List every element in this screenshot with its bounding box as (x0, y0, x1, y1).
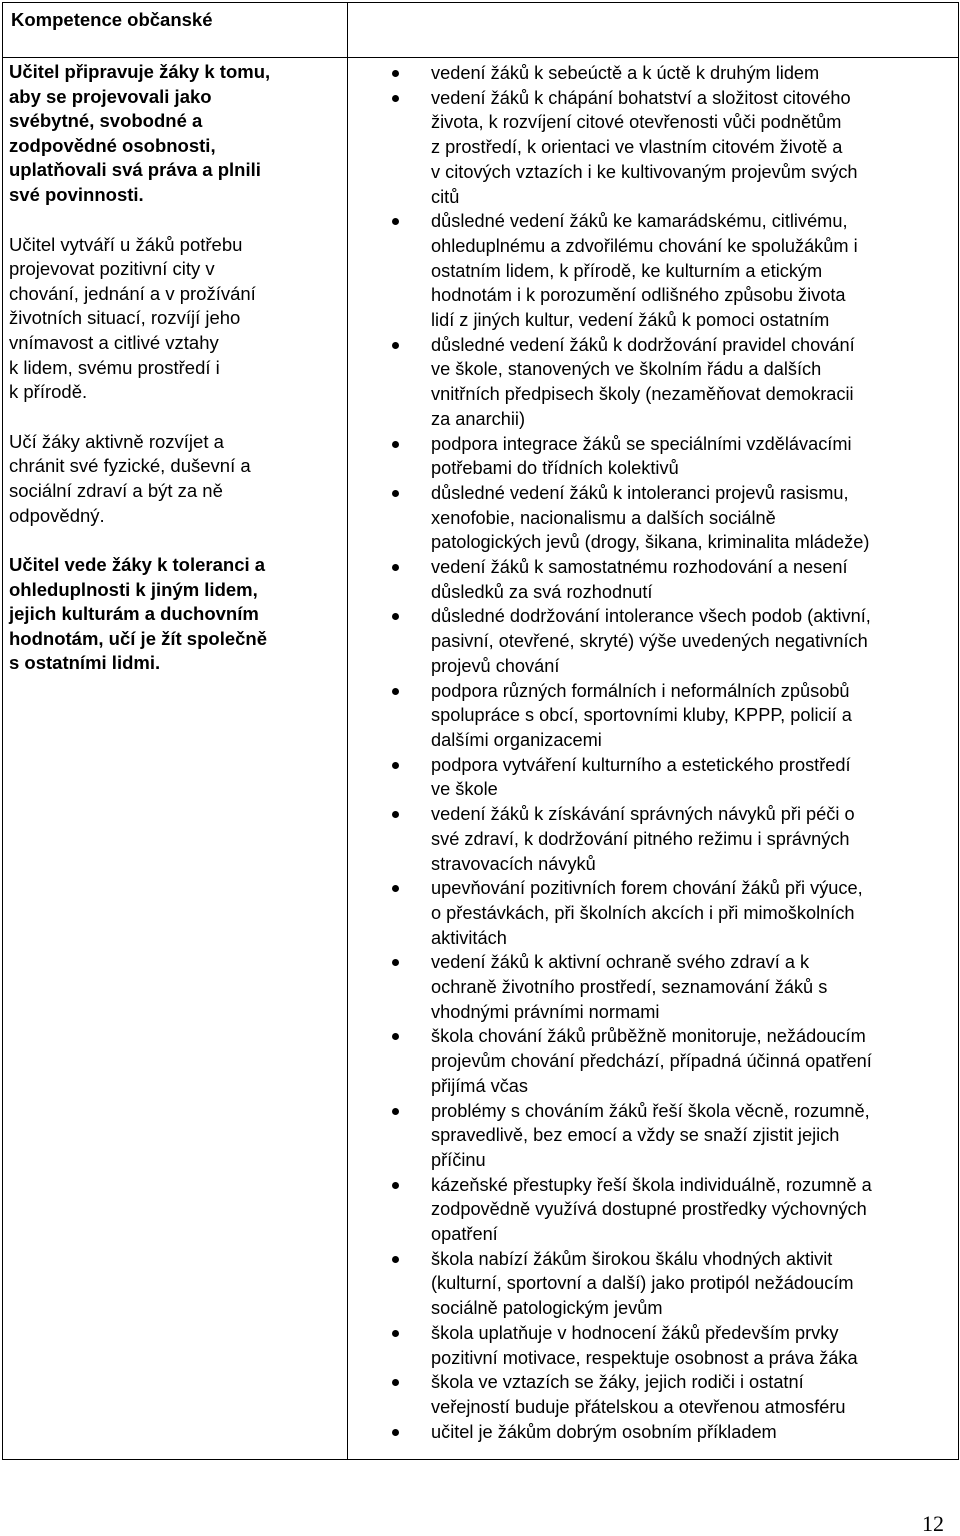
list-item-text: podpora vytváření kulturního a estetického prostředí ve škole (431, 754, 851, 800)
list-item (0, 1420, 960, 1445)
bullet-icon (392, 688, 399, 695)
list-item (0, 1247, 960, 1321)
list-item (0, 432, 960, 481)
list-item-text: důsledné dodržování intolerance všech podob (aktivní, pasivní, otevřené, skryté) výše uvedených negativních projevů chování (431, 606, 871, 676)
list-item-text: podpora integrace žáků se speciálními vzdělávacími potřebami do třídních kolektivů (431, 433, 852, 479)
list-item (0, 209, 960, 333)
list-item-text: učitel je žákům dobrým osobním příkladem (431, 1421, 777, 1442)
paragraph: Učitel připravuje žáky k tomu, aby se projevovali jako svébytné, svobodné a zodpovědné osobnosti, uplatňovali svá práva a plnili své povinnosti. (9, 61, 271, 205)
list-item-text: důsledné vedení žáků ke kamarádskému, citlivému, ohleduplnému a zdvořilému chování ke spolužákům i ostatním lidem, k přírodě, ke kulturním a etickým hodnotám i k porozumění odlišného způsobu života lidí z jiných kultur, vedení žáků k pomoci ostatním (431, 211, 858, 331)
list-item-text: upevňování pozitivních forem chování žáků při výuce, o přestávkách, při školních akcích i při mimoškolních aktivitách (431, 878, 863, 948)
list-item-text: vedení žáků k samostatnému rozhodování a nesení důsledků za svá rozhodnutí (431, 557, 848, 602)
list-item-text: vedení žáků k aktivní ochraně svého zdraví a k ochraně životního prostředí, seznamování žáků s vhodnými právními normami (431, 952, 828, 1022)
bullet-icon (392, 959, 399, 966)
list-item (0, 61, 960, 86)
bullet-icon (392, 342, 399, 349)
paragraph: Učitel vede žáky k toleranci a ohleduplnosti k jiným lidem, jejich kulturám a duchovním hodnotám, učí je žít společně s ostatními lidmi. (9, 554, 268, 674)
list-item-text: škola ve vztazích se žáky, jejich rodiči i ostatní veřejností buduje přátelskou a otevřenou atmosféru (431, 1372, 846, 1417)
list-item (0, 802, 960, 876)
list-item-text: vedení žáků k chápání bohatství a složitost citového života, k rozvíjení citové otevřenosti vůči podnětům z prostředí, k orientaci ve vlastním citovém životě a v citových vztazích i ke kultivovaným projevům svých citů (431, 87, 858, 207)
list-item (0, 86, 960, 210)
bullet-icon (392, 1429, 399, 1436)
bullet-icon (392, 218, 399, 225)
list-item (0, 1370, 960, 1419)
bullet-icon (392, 762, 399, 769)
list-item-text: vedení žáků k získávání správných návyků při péči o své zdraví, k dodržování pitného režimu i správných stravovacích návyků (431, 804, 855, 874)
bullet-icon (392, 1256, 399, 1263)
paragraph: Učitel vytváří u žáků potřebu projevovat pozitivní city v chování, jednání a v prožívání životních situací, rozvíjí jeho vnímavost a citlivé vztahy k lidem, svému prostředí i k přírodě. (9, 233, 256, 403)
header-divider (3, 57, 958, 58)
bullet-icon (392, 1330, 399, 1337)
list-item (0, 1099, 960, 1173)
list-item-text: škola chování žáků průběžně monitoruje, nežádoucím projevům chování předchází, případná účinná opatření přijímá včas (431, 1026, 872, 1096)
list-item (0, 679, 960, 753)
list-item (0, 604, 960, 678)
bullet-icon (392, 70, 399, 77)
bullet-icon (392, 885, 399, 892)
table-header-title: Kompetence občanské (11, 9, 213, 30)
list-item-text: vedení žáků k sebeúctě a k úctě k druhým lidem (431, 63, 820, 83)
list-item-text: problémy s chováním žáků řeší škola věcně, rozumně, spravedlivě, bez emocí a vždy se snaží zjistit jejich příčinu (431, 1100, 870, 1170)
list-item-text: kázeňské přestupky řeší škola individuálně, rozumně a zodpovědně využívá dostupné prostředky výchovných opatření (431, 1174, 872, 1245)
bullet-icon (392, 490, 399, 497)
paragraph: Učí žáky aktivně rozvíjet a chránit své fyzické, duševní a sociální zdraví a být za ně odpovědný. (9, 430, 251, 526)
list-item (0, 876, 960, 950)
page-number: 12 (922, 1511, 944, 1536)
list-item (0, 333, 960, 432)
list-item-text: škola nabízí žákům širokou škálu vhodných aktivit (kulturní, sportovní a další) jako protipól nežádoucím sociálně patologickým jevům (431, 1248, 854, 1319)
bullet-icon (392, 441, 399, 448)
list-item-text: škola uplatňuje v hodnocení žáků především prvky pozitivní motivace, respektuje osobnost a práva žáka (431, 1322, 858, 1368)
bullet-icon (392, 1108, 399, 1115)
bullet-icon (392, 1182, 399, 1189)
bullet-icon (392, 564, 399, 571)
list-item (0, 753, 960, 802)
bullet-icon (392, 95, 399, 102)
list-item (0, 1321, 960, 1370)
list-item-text: důsledné vedení žáků k dodržování pravidel chování ve škole, stanovených ve školním řádu a dalších vnitřních předpisech školy (nezaměňovat demokracii za anarchii) (431, 334, 855, 429)
list-item (0, 1024, 960, 1098)
right-column (0, 61, 960, 1444)
list-item-text: důsledné vedení žáků k intoleranci projevů rasismu, xenofobie, nacionalismu a dalších sociálně patologických jevů (drogy, šikana, kriminalita mládeže) (431, 482, 870, 553)
bullet-icon (392, 811, 399, 818)
list-item (0, 481, 960, 555)
bullet-icon (392, 613, 399, 620)
bullet-icon (392, 1033, 399, 1040)
bullet-list (0, 61, 960, 1444)
bullet-icon (392, 1379, 399, 1386)
list-item (0, 950, 960, 1024)
list-item (0, 555, 960, 604)
list-item-text: podpora různých formálních i neformálních způsobů spolupráce s obcí, sportovními kluby, KPPP, policií a dalšími organizacemi (431, 680, 852, 750)
list-item (0, 1173, 960, 1247)
